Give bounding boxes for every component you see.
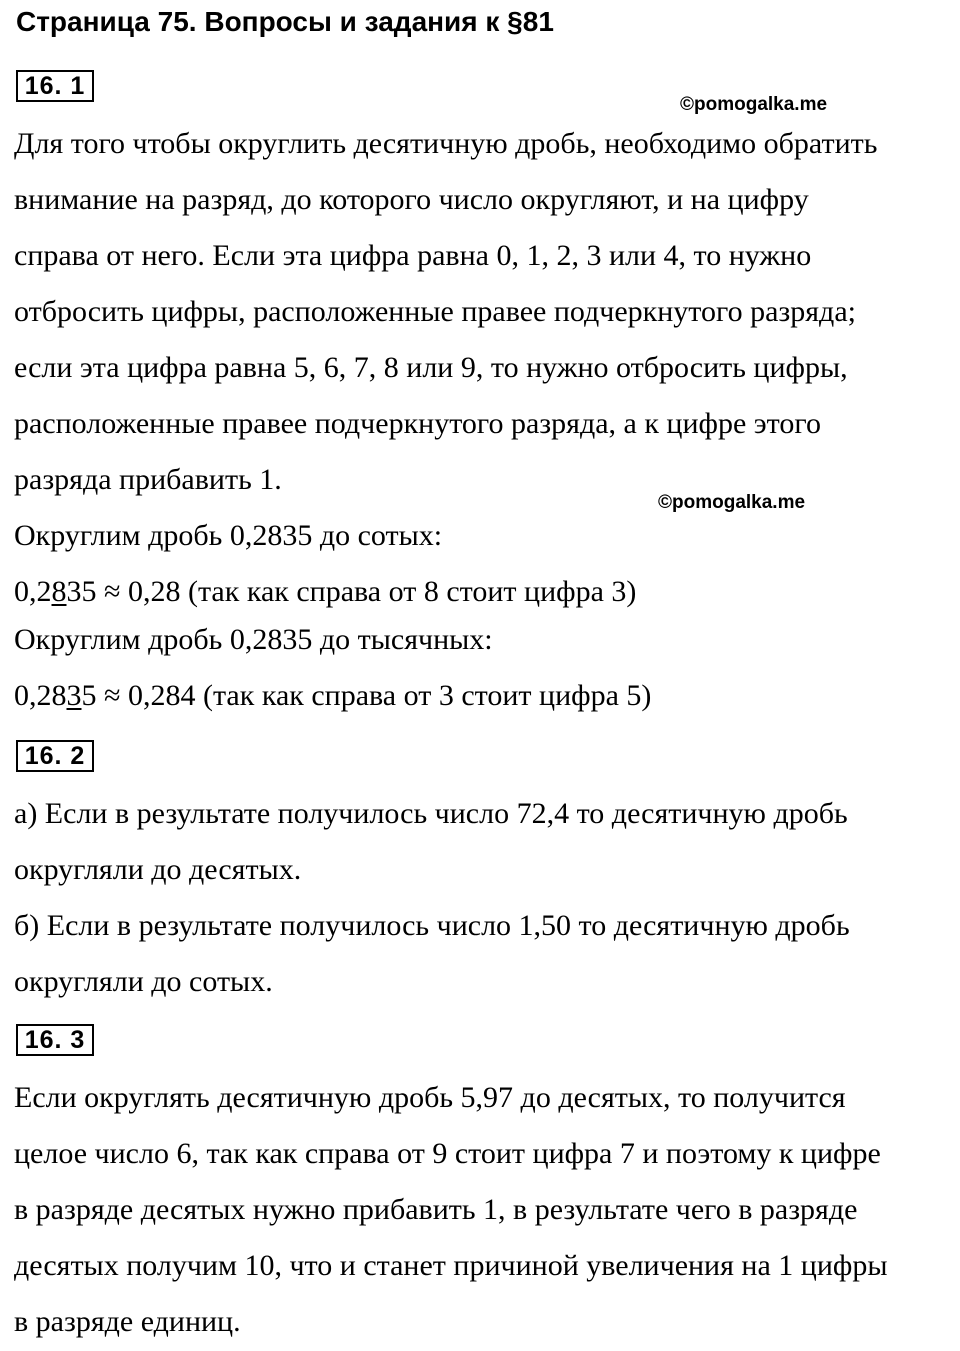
answer-line: Если округлять десятичную дробь 5,97 до десятых, то получится	[14, 1081, 846, 1114]
answer-line: в разряде десятых нужно прибавить 1, в результате чего в разряде	[14, 1193, 858, 1226]
example-before: 0,28	[14, 679, 67, 712]
task-number-16-2: 16. 2	[16, 740, 94, 772]
answer-line: округляли до сотых.	[14, 965, 273, 998]
underlined-digit: 3	[66, 679, 82, 712]
answer-line: десятых получим 10, что и станет причиной увеличения на 1 цифры	[14, 1249, 888, 1282]
task-16-1-examples-2	[14, 612, 954, 724]
watermark: ©pomogalka.me	[658, 492, 806, 513]
task-16-1-examples	[14, 508, 954, 620]
task-number-16-3: 16. 3	[16, 1024, 94, 1056]
paragraph-line: Для того чтобы округлить десятичную дробь, необходимо обратить	[14, 127, 878, 160]
hundredths-heading: Округлим дробь 0,2835 до сотых:	[14, 519, 443, 552]
thousandths-example	[14, 668, 954, 724]
paragraph-line: если эта цифра равна 5, 6, 7, 8 или 9, то нужно отбросить цифры,	[14, 351, 848, 384]
paragraph-line: отбросить цифры, расположенные правее подчеркнутого разряда;	[14, 295, 856, 328]
page-title: Страница 75. Вопросы и задания к §81	[16, 6, 554, 37]
paragraph-line: разряда прибавить 1.	[14, 463, 282, 496]
task-16-3-text	[14, 1070, 954, 1350]
example-after: 35 ≈ 0,28 (так как справа от 8 стоит цифра 3)	[66, 575, 637, 608]
thousandths-heading: Округлим дробь 0,2835 до тысячных:	[14, 623, 493, 656]
example-after: 5 ≈ 0,284 (так как справа от 3 стоит цифра 5)	[81, 679, 652, 712]
watermark: ©pomogalka.me	[680, 94, 828, 115]
paragraph-line: расположенные правее подчеркнутого разряда, а к цифре этого	[14, 407, 821, 440]
answer-line: б) Если в результате получилось число 1,50 то десятичную дробь	[14, 909, 850, 942]
paragraph-line: внимание на разряд, до которого число округляют, и на цифру	[14, 183, 809, 216]
answer-line: целое число 6, так как справа от 9 стоит цифра 7 и поэтому к цифре	[14, 1137, 881, 1170]
answer-line: а) Если в результате получилось число 72,4 то десятичную дробь	[14, 797, 848, 830]
task-16-1-paragraph	[14, 116, 954, 508]
example-before: 0,2	[14, 575, 52, 608]
task-16-2-text	[14, 786, 954, 1010]
paragraph-line: справа от него. Если эта цифра равна 0, 1, 2, 3 или 4, то нужно	[14, 239, 812, 272]
underlined-digit: 8	[51, 575, 67, 608]
answer-line: в разряде единиц.	[14, 1305, 241, 1338]
task-number-16-1: 16. 1	[16, 70, 94, 102]
answer-line: округляли до десятых.	[14, 853, 302, 886]
